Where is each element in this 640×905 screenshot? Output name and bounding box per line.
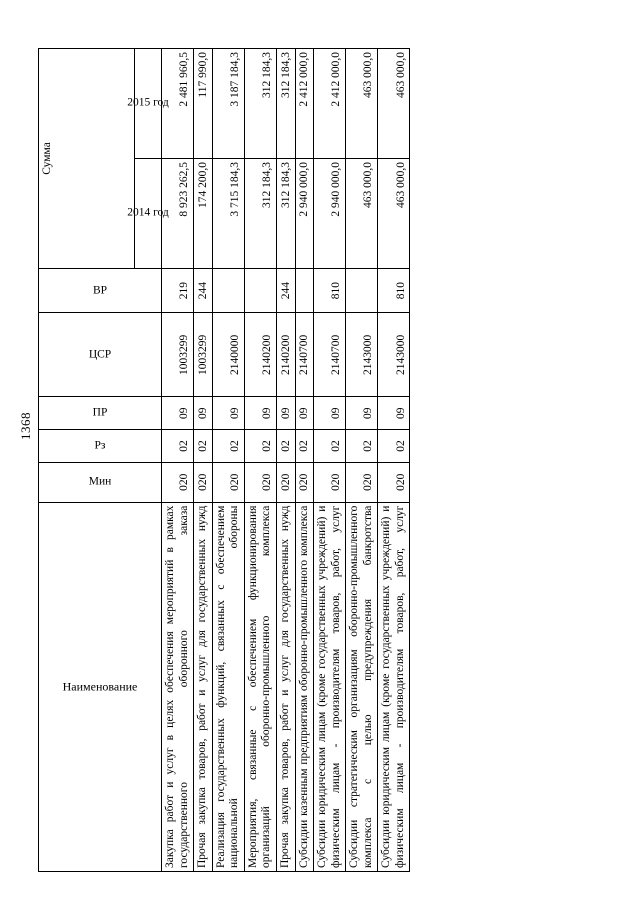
row-sum-2015: 2 412 000,0 (295, 49, 314, 159)
table-row (194, 49, 213, 872)
row-pr: 09 (244, 397, 276, 430)
row-min: 020 (244, 462, 276, 502)
table-row (314, 49, 346, 872)
row-vr: 810 (378, 268, 410, 312)
row-sum-2015: 117 990,0 (194, 49, 213, 159)
row-sum-2015: 3 187 184,3 (212, 49, 244, 159)
row-min: 020 (378, 462, 410, 502)
row-csr: 1003299 (162, 313, 194, 397)
header-name: Наименование (39, 502, 162, 871)
row-vr: 810 (314, 268, 346, 312)
row-rz: 02 (212, 430, 244, 463)
row-sum-2014: 463 000,0 (346, 158, 378, 268)
row-csr: 2140200 (244, 313, 276, 397)
row-min: 020 (194, 462, 213, 502)
table-row (244, 49, 276, 872)
row-sum-2015: 463 000,0 (346, 49, 378, 159)
row-rz: 02 (378, 430, 410, 463)
row-sum-2014: 312 184,3 (276, 158, 295, 268)
header-csr: ЦСР (39, 313, 162, 397)
row-pr: 09 (314, 397, 346, 430)
row-sum-2015: 312 184,3 (276, 49, 295, 159)
row-rz: 02 (162, 430, 194, 463)
row-rz: 02 (194, 430, 213, 463)
row-pr: 09 (162, 397, 194, 430)
page-number: 1368 (18, 412, 33, 440)
header-vr: ВР (39, 268, 162, 312)
row-sum-2014: 174 200,0 (194, 158, 213, 268)
row-rz: 02 (346, 430, 378, 463)
row-csr: 2143000 (346, 313, 378, 397)
row-pr: 09 (276, 397, 295, 430)
row-sum-2014: 463 000,0 (378, 158, 410, 268)
row-sum-2015: 312 184,3 (244, 49, 276, 159)
row-min: 020 (295, 462, 314, 502)
row-sum-2014: 2 940 000,0 (295, 158, 314, 268)
header-sum-group: Сумма (39, 49, 135, 269)
row-pr: 09 (378, 397, 410, 430)
row-sum-2015: 2 481 960,5 (162, 49, 194, 159)
row-vr (212, 268, 244, 312)
header-rz: Рз (39, 430, 162, 463)
row-csr: 2140200 (276, 313, 295, 397)
table-body (162, 49, 410, 872)
header-year-2015: 2015 год (135, 49, 162, 159)
rotated-table-container (38, 48, 610, 872)
row-min: 020 (346, 462, 378, 502)
budget-table (38, 48, 410, 872)
row-name: Реализация государственных функций, связанных с обеспечением национальной обороны (212, 502, 244, 871)
row-vr: 219 (162, 268, 194, 312)
row-csr: 1003299 (194, 313, 213, 397)
row-pr: 09 (295, 397, 314, 430)
table-row (346, 49, 378, 872)
row-name: Прочая закупка товаров, работ и услуг для государственных нужд (194, 502, 213, 871)
row-vr: 244 (194, 268, 213, 312)
row-rz: 02 (314, 430, 346, 463)
row-min: 020 (276, 462, 295, 502)
row-csr: 2143000 (378, 313, 410, 397)
table-row (212, 49, 244, 872)
row-name: Субсидии стратегическим организациям оборонно-промышленного комплекса с целью предупреждения банкротства (346, 502, 378, 871)
row-sum-2014: 8 923 262,5 (162, 158, 194, 268)
row-name: Закупка работ и услуг в целях обеспечения мероприятий в рамках государственного оборонного заказа (162, 502, 194, 871)
row-csr: 2140000 (212, 313, 244, 397)
header-min: Мин (39, 462, 162, 502)
row-min: 020 (314, 462, 346, 502)
row-sum-2014: 3 715 184,3 (212, 158, 244, 268)
row-pr: 09 (212, 397, 244, 430)
row-vr (244, 268, 276, 312)
row-name: Субсидии казенным предприятиям оборонно-промышленного комплекса (295, 502, 314, 871)
row-rz: 02 (295, 430, 314, 463)
row-sum-2014: 312 184,3 (244, 158, 276, 268)
row-rz: 02 (276, 430, 295, 463)
row-pr: 09 (346, 397, 378, 430)
table-header (39, 49, 169, 872)
row-vr (295, 268, 314, 312)
table-row (162, 49, 194, 872)
row-min: 020 (162, 462, 194, 502)
row-sum-2014: 2 940 000,0 (314, 158, 346, 268)
row-csr: 2140700 (314, 313, 346, 397)
row-name: Субсидии юридическим лицам (кроме государственных учреждений) и физическим лицам - производителям товаров, работ, услуг (314, 502, 346, 871)
row-name: Субсидии юридическим лицам (кроме государственных учреждений) и физическим лицам - производителям товаров, работ, услуг (378, 502, 410, 871)
row-vr: 244 (276, 268, 295, 312)
header-row-1 (39, 49, 135, 872)
row-pr: 09 (194, 397, 213, 430)
row-name: Мероприятия, связанные с обеспечением функционирования организаций оборонно-промышленного комплекса (244, 502, 276, 871)
row-vr (346, 268, 378, 312)
header-pr: ПР (39, 397, 162, 430)
row-name: Прочая закупка товаров, работ и услуг для государственных нужд (276, 502, 295, 871)
row-sum-2015: 2 412 000,0 (314, 49, 346, 159)
table-row (276, 49, 295, 872)
header-year-2014: 2014 год (135, 158, 162, 268)
row-csr: 2140700 (295, 313, 314, 397)
row-min: 020 (212, 462, 244, 502)
row-sum-2015: 463 000,0 (378, 49, 410, 159)
table-row (295, 49, 314, 872)
row-rz: 02 (244, 430, 276, 463)
table-row (378, 49, 410, 872)
